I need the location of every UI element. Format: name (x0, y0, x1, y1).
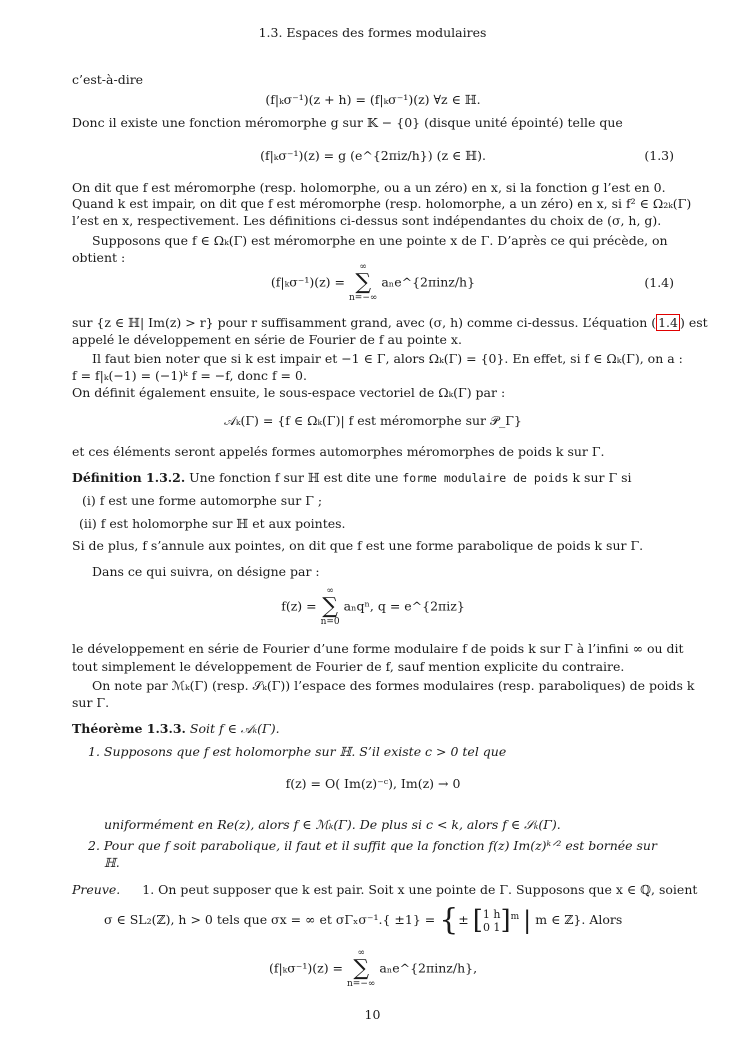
text-span: ) est (680, 315, 708, 330)
text-line: On dit que f est méromorphe (resp. holomorphe, ou a un zéro) en x, si la fonction g l’est en 0. (72, 180, 666, 195)
sum-lower-limit: n=−∞ (347, 979, 376, 989)
matrix-row: 1 h (482, 907, 501, 921)
sum-lhs: f(z) = (281, 598, 321, 614)
text-span: sur {z ∈ ℍ| Im(z) > r} pour r suffisamment grand, avec (σ, h) comme ci-dessus. L’équation ( (72, 315, 657, 330)
text-line: On note par ℳₖ(Γ) (resp. 𝒮ₖ(Γ)) l’espace des formes modulaires (resp. paraboliques) de poids k (92, 678, 695, 693)
equation-number: (1.4) (644, 275, 674, 290)
proof-label: Preuve. (72, 882, 121, 897)
text-span: σ ∈ SL₂(ℤ), h > 0 tels que σx = ∞ et σΓₓσ⁻¹.{ ±1} = (104, 912, 440, 928)
theorem-item-2-cont: ℍ. (104, 855, 120, 870)
matrix (483, 908, 501, 934)
text-span: 1. On peut supposer que k est pair. Soit x une pointe de Γ. Supposons que x ∈ ℚ, soient (142, 882, 698, 897)
text-span: Une fonction f sur ℍ est dite une (185, 470, 403, 485)
left-bracket-icon: [ (472, 905, 483, 936)
text-line: appelé le développement en série de Fourier de f au pointe x. (72, 332, 462, 347)
theorem-label: Théorème 1.3.3. (72, 721, 186, 736)
definition-item-ii: (ii) f est holomorphe sur ℍ et aux pointes. (79, 516, 346, 531)
sum-lhs: (f|ₖσ⁻¹)(z) = (268, 960, 347, 976)
matrix-exponent: m (510, 912, 520, 922)
definition-label: Définition 1.3.2. (72, 470, 186, 485)
sum-lower-limit: n=0 (320, 617, 340, 627)
sum-lower-limit: n=−∞ (348, 293, 378, 303)
text-line: Supposons que f ∈ Ωₖ(Γ) est méromorphe en une pointe x de Γ. D’après ce qui précède, on (92, 233, 668, 248)
summation (349, 262, 377, 304)
sigma-icon: ∑ (353, 956, 370, 981)
equation-big-o: f(z) = O( Im(z)⁻ᶜ), Im(z) → 0 (285, 776, 461, 791)
sum-term: aₙe^{2πinz/h}, (379, 960, 478, 976)
summation (347, 948, 375, 990)
text-line: Quand k est impair, on dit que f est méromorphe (resp. holomorphe, a un zéro) en x, si f² ∈ Ω₂ₖ(Γ) (72, 196, 692, 211)
matrix-row: 0 1 (482, 920, 501, 934)
proof-line (72, 882, 698, 898)
text-line: Il faut bien noter que si k est impair et −1 ∈ Γ, alors Ωₖ(Γ) = {0}. En effet, si f ∈ Ωₖ(Γ), on a : (92, 351, 683, 366)
theorem-item-2: 2. Pour que f soit parabolique, il faut et il suffit que la fonction f(z) Im(z)ᵏᐟ² est bornée sur (88, 838, 657, 853)
bar-icon: | (523, 906, 532, 935)
text-line: sur Γ. (72, 695, 110, 710)
equation-reference-link[interactable]: 1.4 (658, 315, 678, 330)
text-line: le développement en série de Fourier d’une forme modulaire f de poids k sur Γ à l’infini ∞ ou dit (72, 641, 684, 656)
theorem-item-1: 1. Supposons que f est holomorphe sur ℍ. S’il existe c > 0 tel que (88, 744, 507, 759)
text-line: f = f|ₖ(−1) = (−1)ᵏ f = −f, donc f = 0. (72, 368, 307, 383)
text-span: k sur Γ si (568, 470, 632, 485)
definition-1-3-2 (72, 470, 674, 486)
sum-upper-limit: ∞ (357, 948, 365, 958)
text-line (72, 315, 708, 331)
theorem-item-1-cont: uniformément en Re(z), alors f ∈ ℳₖ(Γ). De plus si c < k, alors f ∈ 𝒮ₖ(Γ). (104, 817, 561, 832)
equation-fourier-q (72, 586, 674, 628)
sum-term: aₙqⁿ, q = e^{2πiz} (343, 598, 465, 614)
proof-line: σ ∈ SL₂(ℤ), h > 0 tels que σx = ∞ et σΓₓσ⁻¹.{ ±1} = {± [ 1 h 0 1 ]$^m$ | m ∈ ℤ}. Alors (104, 902, 623, 938)
sigma-icon: ∑ (322, 594, 338, 619)
text-line: l’est en x, respectivement. Les définitions ci-dessus sont indépendantes du choix de (σ, h, g). (72, 213, 662, 228)
text-span: m ∈ ℤ}. Alors (531, 912, 623, 928)
sum-term: aₙe^{2πinz/h} (381, 274, 476, 290)
text-line: Si de plus, f s’annule aux pointes, on dit que f est une forme parabolique de poids k sur Γ. (72, 538, 644, 553)
equation-automorphic-space: 𝒜ₖ(Γ) = {f ∈ Ωₖ(Γ)| f est méromorphe sur 𝒫_Γ} (224, 413, 522, 428)
text-line: et ces éléments seront appelés formes automorphes méromorphes de poids k sur Γ. (72, 444, 605, 459)
equation-1-4 (72, 262, 674, 304)
text-line: tout simplement le développement de Fourier de f, sauf mention explicite du contraire. (72, 659, 625, 674)
equation-final (72, 948, 674, 990)
sum-upper-limit: ∞ (326, 586, 334, 596)
equation-number: (1.3) (644, 148, 674, 163)
theorem-1-3-3 (72, 721, 674, 737)
text-line: On définit également ensuite, le sous-espace vectoriel de Ωₖ(Γ) par : (72, 385, 506, 400)
left-brace-icon: { (439, 902, 459, 938)
equation-1-3: (f|ₖσ⁻¹)(z) = g (e^{2πiz/h}) (z ∈ ℍ). (260, 148, 486, 163)
defined-term: forme modulaire de poids (402, 471, 569, 485)
equation-periodicity: (f|ₖσ⁻¹)(z + h) = (f|ₖσ⁻¹)(z) ∀z ∈ ℍ. (265, 92, 481, 107)
definition-item-i: (i) f est une forme automorphe sur Γ ; (82, 493, 323, 508)
text-span: Soit f ∈ 𝒜ₖ(Γ). (185, 721, 280, 736)
page-number: 10 (364, 1007, 381, 1022)
sigma-icon: ∑ (355, 270, 372, 295)
summation (321, 586, 340, 628)
text-line: Dans ce qui suivra, on désigne par : (92, 564, 320, 579)
sum-upper-limit: ∞ (359, 262, 367, 272)
running-header: 1.3. Espaces des formes modulaires (258, 25, 487, 40)
right-bracket-icon: ] (500, 905, 511, 936)
text-line: Donc il existe une fonction méromorphe g sur 𝕂 − {0} (disque unité épointé) telle que (72, 115, 623, 130)
text-line: obtient : (72, 250, 126, 265)
sum-lhs: (f|ₖσ⁻¹)(z) = (270, 274, 349, 290)
text-line: c’est-à-dire (72, 72, 144, 87)
